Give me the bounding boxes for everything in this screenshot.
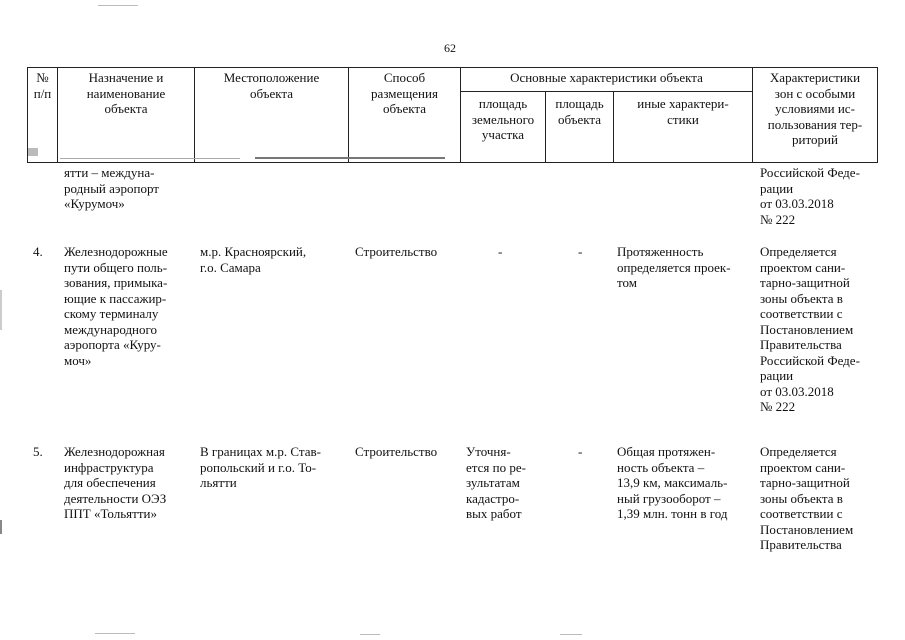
row-method: Строительство — [355, 444, 438, 459]
continuation-zones: Российской Феде- рации от 03.03.2018 № 222 — [760, 165, 860, 227]
row-land-area: - — [498, 244, 503, 259]
header-land-area: площадь земельного участка — [471, 96, 535, 142]
row-method: Строительство — [355, 244, 438, 259]
row-location: В границах м.р. Став- ропольский и г.о. То- льятти — [200, 444, 321, 490]
continuation-purpose: ятти – междуна- родный аэропорт «Курумоч» — [64, 165, 159, 211]
row-number: 4. — [33, 244, 43, 259]
row-purpose: Железнодорожная инфраструктура для обеспечения деятельности ОЭЗ ППТ «Тольятти» — [64, 444, 167, 521]
row-object-area: - — [578, 444, 583, 459]
row-object-area: - — [578, 244, 583, 259]
row-number: 5. — [33, 444, 43, 459]
row-other-characteristics: Протяженность определяется проек- том — [617, 244, 731, 290]
header-purpose: Назначение и наименование объекта — [86, 70, 166, 116]
row-zones: Определяется проектом сани- тарно-защитной зоны объекта в соответствии с Постановлением Правительства Российской Феде- рации от 03.03.2018 № 222 — [760, 244, 860, 414]
header-other-characteristics: иные характери- стики — [637, 96, 729, 127]
row-other-characteristics: Общая протяжен- ность объекта – 13,9 км, максималь- ный грузооборот – 1,39 млн. тонн в год — [617, 444, 728, 521]
header-method: Способ размещения объекта — [371, 70, 438, 116]
header-zones: Характеристики зон с особыми условиями ис- пользования тер- риторий — [767, 70, 863, 147]
header-object-area: площадь объекта — [555, 96, 604, 127]
header-location: Местоположение объекта — [223, 70, 320, 101]
row-purpose: Железнодорожные пути общего поль- зования, примыка- ющие к пассажир- скому терминалу международного аэропорта «Куру- моч» — [64, 244, 168, 368]
row-land-area: Уточня- ется по ре- зультатам кадастро- вых работ — [466, 444, 526, 521]
row-location: м.р. Красноярский, г.о. Самара — [200, 244, 307, 275]
row-zones: Определяется проектом сани- тарно-защитной зоны объекта в соответствии с Постановлением Правительства — [760, 444, 854, 552]
header-no: № п/п — [33, 70, 52, 101]
header-main-characteristics: Основные характеристики объекта — [510, 70, 703, 85]
page-number: 62 — [444, 41, 456, 55]
